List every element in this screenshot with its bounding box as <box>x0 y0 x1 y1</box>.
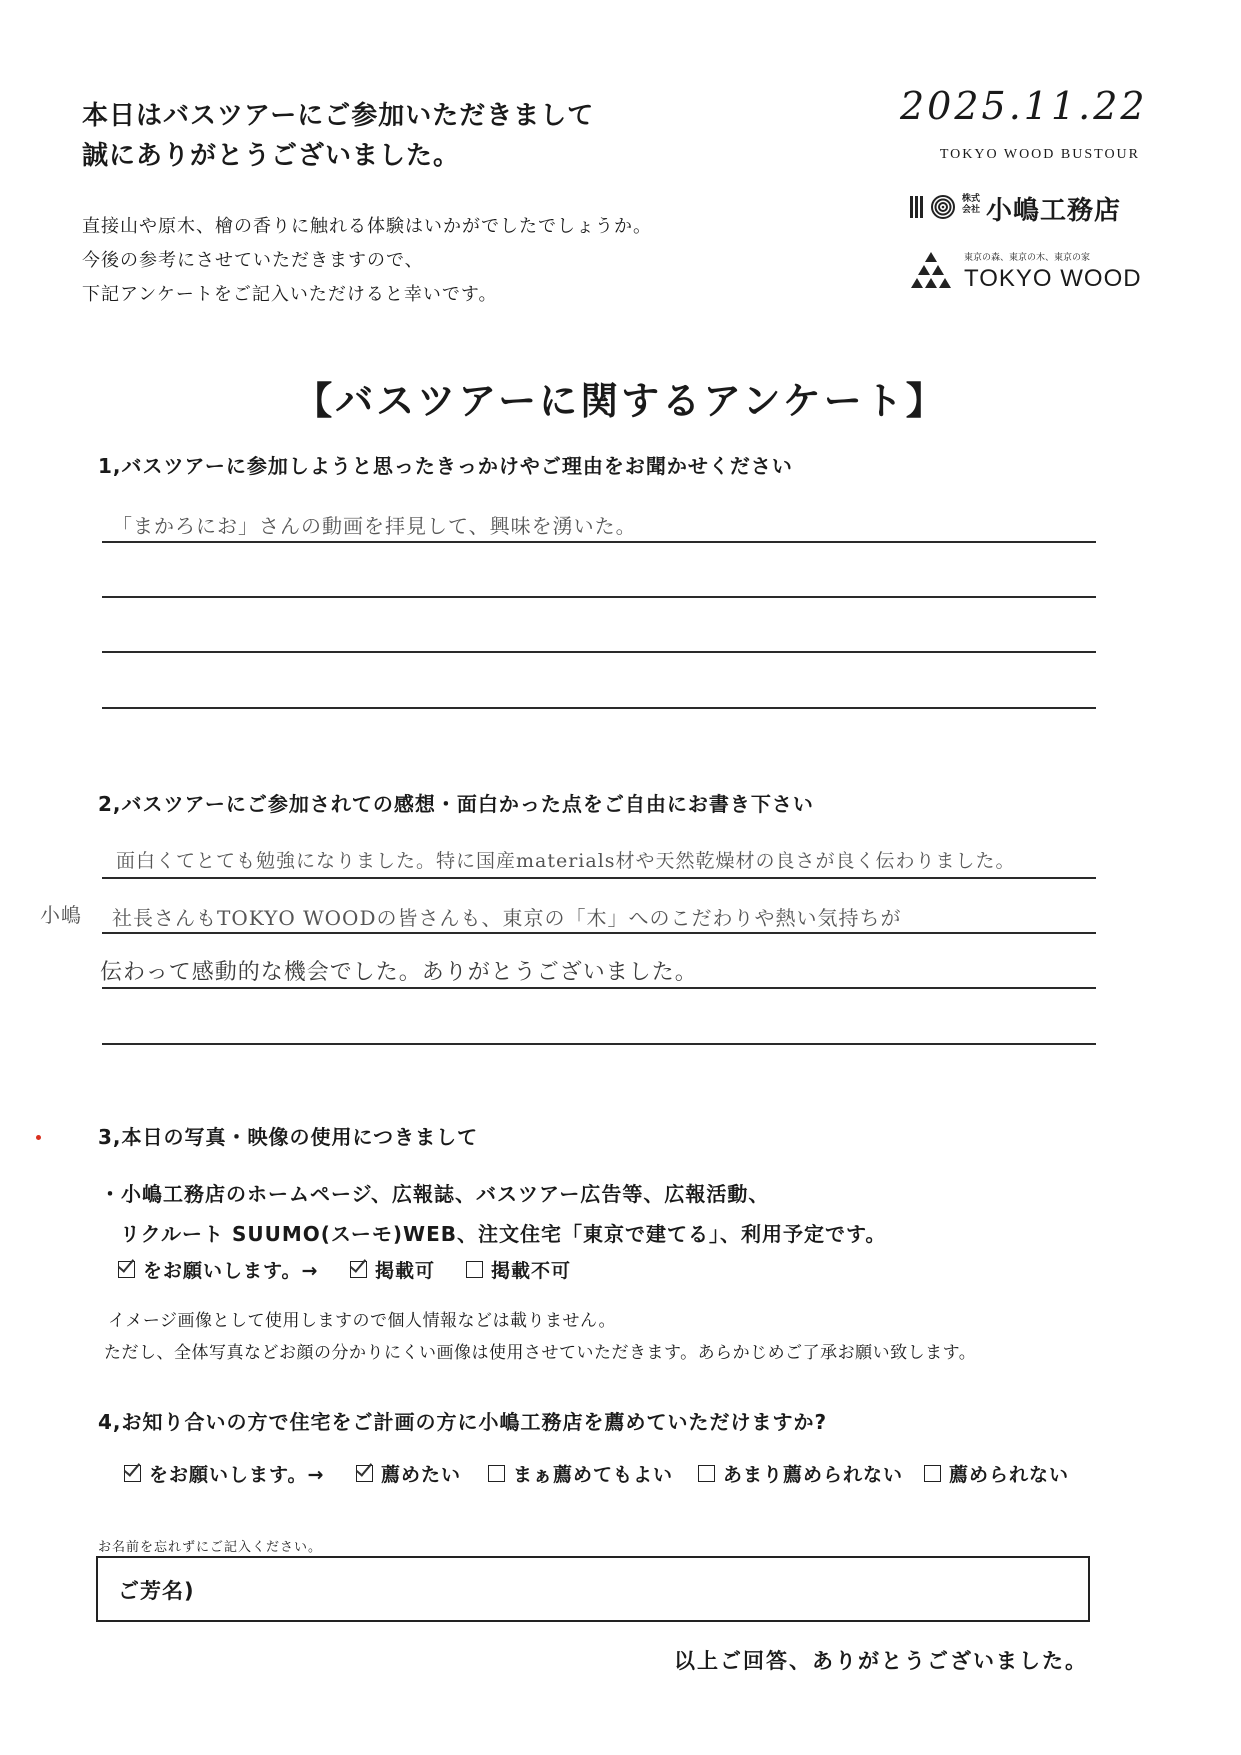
tokyo-wood-triangle-icon <box>910 252 952 290</box>
q4-instruction-text: をお願いします。→ <box>149 1464 325 1486</box>
q3-deny-label: 掲載不可 <box>491 1260 572 1282</box>
q3-deny-checkbox[interactable] <box>466 1261 483 1278</box>
q2-question: 2,バスツアーにご参加されての感想・面白かった点をご自由にお書き下さい <box>98 792 814 816</box>
q3-allow-checkbox[interactable] <box>350 1261 367 1278</box>
q3-allow-label: 掲載可 <box>375 1260 436 1282</box>
tokyo-wood-logo <box>908 248 1143 296</box>
intro-lead-line2: 誠にありがとうございました。 <box>82 141 461 171</box>
closing-message: 以上ご回答、ありがとうございました。 <box>674 1649 1088 1673</box>
q3-instruction <box>118 1256 318 1283</box>
q3-question: 3,本日の写真・映像の使用につきまして <box>98 1125 479 1149</box>
q4-option-4[interactable] <box>924 1460 1069 1487</box>
q3-option-deny[interactable] <box>466 1256 571 1283</box>
q2-answer-rule-1[interactable] <box>102 877 1096 879</box>
q1-answer-rule-3[interactable] <box>102 651 1096 653</box>
koshima-name: 小嶋工務店 <box>986 196 1122 226</box>
name-field[interactable] <box>96 1556 1090 1622</box>
koshima-logo <box>910 188 1140 228</box>
intro-lead <box>82 96 594 176</box>
q1-question: 1,バスツアーに参加しようと思ったきっかけやご理由をお聞かせください <box>98 454 793 478</box>
q3-note-line1: イメージ画像として使用しますので個人情報などは載りません。 <box>108 1311 617 1331</box>
q4-option-1-checkbox[interactable] <box>356 1465 373 1482</box>
intro-body-line2: 今後の参考にさせていただきますので、 <box>82 250 424 271</box>
q4-question: 4,お知り合いの方で住宅をご計画の方に小嶋工務店を薦めていただけますか? <box>98 1410 828 1434</box>
q4-option-4-checkbox[interactable] <box>924 1465 941 1482</box>
survey-title: 【バスツアーに関するアンケート】 <box>294 379 947 423</box>
q4-option-4-label: 薦められない <box>949 1464 1070 1486</box>
q2-answer-line1: 面白くてとても勉強になりました。特に国産materials材や天然乾燥材の良さが良く伝わりました。 <box>116 850 1016 872</box>
q3-option-allow[interactable] <box>350 1256 435 1283</box>
q2-answer-rule-4[interactable] <box>102 1043 1096 1045</box>
q2-answer-line2: 社長さんもTOKYO WOODの皆さんも、東京の「木」へのこだわりや熱い気持ちが <box>112 906 902 930</box>
q4-instruction <box>124 1460 324 1487</box>
intro-body-line3: 下記アンケートをご記入いただけると幸いです。 <box>82 284 498 305</box>
tour-date: 2025.11.22 <box>900 84 1148 128</box>
q4-option-3-label: あまり薦められない <box>723 1464 904 1486</box>
q1-answer-rule-4[interactable] <box>102 707 1096 709</box>
q2-answer-rule-2[interactable] <box>102 932 1096 934</box>
q3-bullet-line2: リクルート SUUMO(スーモ)WEB、注文住宅「東京で建てる」、利用予定です。 <box>120 1222 887 1246</box>
intro-body-line1: 直接山や原木、檜の香りに触れる体験はいかがでしたでしょうか。 <box>82 216 652 237</box>
tour-subtitle: TOKYO WOOD BUSTOUR <box>939 147 1140 162</box>
q4-option-1[interactable] <box>356 1460 461 1487</box>
q2-margin-note: 小嶋 <box>40 903 82 927</box>
q2-answer-line3: 伝わって感動的な機会でした。ありがとうございました。 <box>100 960 698 985</box>
tokyo-wood-tagline: 東京の森、東京の木、東京の家 <box>964 253 1091 263</box>
koshima-corp-label: 株式会社 <box>962 194 981 215</box>
q1-answer-rule-1[interactable] <box>102 541 1096 543</box>
q1-answer-rule-2[interactable] <box>102 596 1096 598</box>
koshima-log-mark-icon <box>910 195 958 219</box>
q3-bullet-line1: ・小嶋工務店のホームページ、広報誌、バスツアー広告等、広報活動、 <box>100 1182 770 1206</box>
q3-note-line2: ただし、全体写真などお顔の分かりにくい画像は使用させていただきます。あらかじめご了承お願い致します。 <box>104 1343 977 1363</box>
intro-lead-line1: 本日はバスツアーにご参加いただきまして <box>82 101 595 131</box>
q2-answer-rule-3[interactable] <box>102 987 1096 989</box>
name-note: お名前を忘れずにご記入ください。 <box>98 1540 323 1555</box>
red-mark <box>36 1135 41 1140</box>
q1-answer-line1: 「まかろにお」さんの動画を拝見して、興味を湧いた。 <box>112 514 637 538</box>
name-label: ご芳名) <box>118 1579 195 1603</box>
q4-instruction-checkbox-icon <box>124 1465 141 1482</box>
q4-option-1-label: 薦めたい <box>381 1464 462 1486</box>
q3-instruction-checkbox-icon <box>118 1261 135 1278</box>
intro-body <box>82 210 652 312</box>
q4-option-2-checkbox[interactable] <box>488 1465 505 1482</box>
q4-option-3[interactable] <box>698 1460 903 1487</box>
q4-option-3-checkbox[interactable] <box>698 1465 715 1482</box>
q4-option-2[interactable] <box>488 1460 673 1487</box>
tokyo-wood-wordmark: TOKYO WOOD <box>964 265 1142 292</box>
q4-option-2-label: まぁ薦めてもよい <box>513 1464 674 1486</box>
q3-instruction-text: をお願いします。→ <box>143 1260 319 1282</box>
